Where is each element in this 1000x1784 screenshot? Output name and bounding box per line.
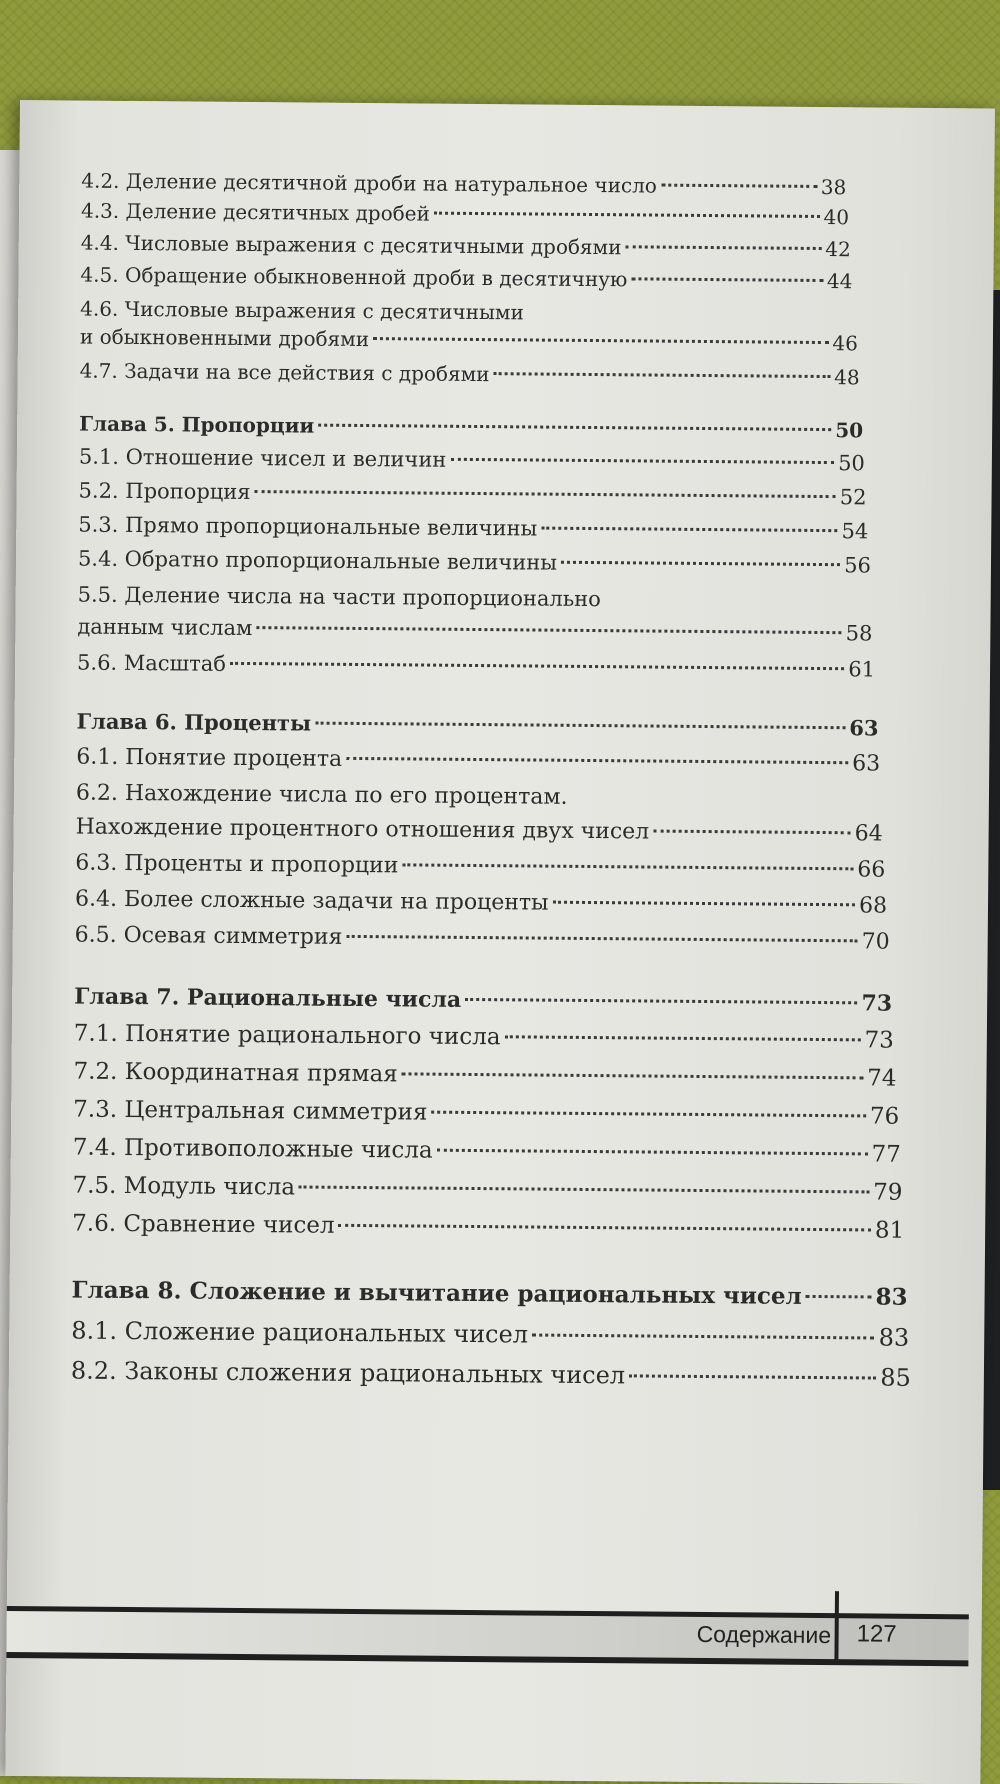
toc-entry-page: 73	[864, 1027, 894, 1054]
toc-entry-4-2	[81, 169, 846, 200]
toc-entry-label: 8.1. Сложение рациональных чисел	[71, 1316, 529, 1349]
leader-dots	[450, 458, 834, 464]
leader-dots	[532, 1334, 875, 1340]
table-of-contents	[70, 168, 981, 1392]
footer-separator	[834, 1591, 839, 1663]
toc-entry-page: 68	[858, 893, 888, 919]
toc-entry-5-4	[78, 547, 871, 578]
toc-entry-page: 56	[844, 553, 872, 578]
toc-entry-label: 5.3. Прямо пропорциональные величины	[78, 512, 538, 541]
toc-entry-page: 61	[848, 657, 876, 682]
toc-entry-page: 40	[823, 205, 850, 230]
toc-entry-6-4	[75, 887, 887, 919]
toc-entry-7-3	[73, 1097, 899, 1130]
toc-entry-label: 5.6. Масштаб	[76, 650, 227, 676]
leader-dots	[661, 184, 817, 188]
toc-entry-label: 4.3. Деление десятичных дробей	[80, 198, 430, 226]
toc-entry-7-5	[72, 1173, 902, 1206]
leader-dots	[561, 561, 840, 566]
toc-chapter-label: Глава 6. Проценты	[76, 708, 312, 736]
leader-dots	[315, 722, 845, 730]
leader-dots	[504, 1035, 860, 1041]
toc-entry-page: 83	[878, 1323, 910, 1352]
toc-entry-4-4	[81, 231, 851, 262]
toc-entry-page: 83	[875, 1283, 908, 1311]
leader-dots	[631, 277, 823, 282]
toc-chapter-label: Глава 7. Рациональные числа	[74, 983, 462, 1013]
toc-entry-label: 6.5. Осевая симметрия	[74, 922, 343, 950]
toc-entry-page: 38	[820, 174, 847, 200]
leader-dots	[346, 935, 857, 942]
toc-entry-label: 4.2. Деление десятичной дроби на натуральное число	[81, 168, 658, 198]
toc-entry-label: Нахождение процентного отношения двух чисел	[75, 814, 650, 845]
toc-entry-page: 73	[861, 990, 893, 1017]
toc-entry-label: 6.4. Более сложные задачи на проценты	[74, 886, 549, 916]
leader-dots	[541, 527, 837, 533]
toc-entry-page: 81	[874, 1217, 905, 1244]
toc-entry-5-2	[78, 479, 866, 510]
toc-entry-7-2	[73, 1059, 896, 1092]
toc-entry-label: 6.3. Проценты и пропорции	[75, 850, 399, 879]
toc-entry-page: 48	[834, 365, 860, 390]
toc-entry-7-6	[72, 1210, 904, 1243]
toc-entry-page: 79	[873, 1179, 903, 1206]
leader-dots	[437, 1149, 868, 1156]
toc-entry-6-3	[75, 851, 885, 883]
leader-dots	[402, 1072, 864, 1079]
toc-entry-page: 85	[880, 1363, 912, 1392]
toc-chapter-5	[79, 412, 863, 443]
toc-entry-page: 76	[869, 1103, 900, 1130]
leader-dots	[434, 212, 820, 218]
toc-entry-page: 52	[839, 485, 867, 510]
leader-dots	[806, 1295, 872, 1299]
toc-chapter-6	[76, 709, 878, 741]
toc-entry-5-6	[77, 651, 875, 682]
toc-entry-page: 42	[825, 237, 851, 262]
toc-entry-label: 5.2. Пропорция	[78, 478, 251, 505]
toc-entry-4-7	[80, 359, 860, 390]
toc-entry-label: 7.3. Центральная симметрия	[73, 1096, 428, 1126]
toc-entry-6-2-line1: 6.2. Нахождение числа по его процентам.	[75, 780, 568, 810]
toc-entry-label: 4.5. Обращение обыкновенной дроби в десятичную	[80, 262, 628, 292]
toc-chapter-7	[74, 984, 892, 1017]
toc-entry-label: 8.2. Законы сложения рациональных чисел	[70, 1356, 626, 1390]
toc-entry-8-2	[71, 1356, 911, 1391]
toc-entry-page: 63	[849, 715, 879, 741]
toc-entry-page: 50	[838, 451, 865, 476]
toc-entry-page: 74	[867, 1065, 897, 1092]
leader-dots	[625, 245, 821, 250]
toc-entry-label: 5.4. Обратно пропорциональные величины	[77, 546, 558, 575]
toc-entry-4-3	[81, 199, 849, 230]
toc-entry-4-6	[80, 325, 858, 356]
toc-entry-page: 58	[845, 621, 873, 646]
leader-dots	[653, 830, 850, 835]
toc-entry-label: и обыкновенными дробями	[79, 324, 370, 352]
toc-entry-5-5-line1: 5.5. Деление числа на части пропорционально	[77, 582, 601, 612]
toc-entry-6-2	[76, 815, 883, 847]
leader-dots	[402, 863, 853, 870]
toc-entry-6-1	[76, 745, 880, 777]
leader-dots	[318, 424, 831, 431]
toc-entry-label: 6.1. Понятие процента	[76, 744, 343, 772]
leader-dots	[339, 1224, 871, 1232]
toc-entry-page: 70	[861, 929, 890, 955]
toc-entry-label: 7.2. Координатная прямая	[73, 1058, 398, 1088]
toc-entry-page: 50	[835, 418, 864, 443]
leader-dots	[629, 1374, 876, 1379]
toc-entry-page: 54	[841, 519, 869, 544]
toc-entry-page: 63	[852, 751, 881, 777]
leader-dots	[230, 662, 844, 670]
toc-entry-4-5	[80, 263, 852, 294]
leader-dots	[346, 757, 848, 764]
leader-dots	[494, 372, 831, 378]
toc-entry-6-5	[75, 923, 890, 955]
leader-dots	[299, 1185, 869, 1193]
toc-chapter-label: Глава 8. Сложение и вычитание рациональных чисел	[71, 1276, 802, 1310]
toc-entry-page: 46	[832, 331, 859, 356]
toc-entry-page: 64	[854, 821, 883, 847]
toc-entry-label: 7.6. Сравнение чисел	[72, 1210, 335, 1239]
toc-entry-label: 7.5. Модуль числа	[72, 1172, 296, 1201]
leader-dots	[431, 1111, 865, 1118]
toc-entry-4-6-line1: 4.6. Числовые выражения с десятичными	[80, 296, 524, 325]
toc-entry-label: 4.7. Задачи на все действия с дробями	[79, 358, 490, 387]
leader-dots	[255, 490, 836, 498]
footer-page-number: 127	[856, 1620, 897, 1648]
leader-dots	[373, 337, 828, 344]
book-page	[5, 100, 995, 1784]
toc-entry-page: 77	[871, 1141, 901, 1168]
leader-dots	[256, 626, 841, 634]
toc-entry-5-3	[78, 513, 868, 544]
toc-entry-page: 66	[857, 857, 886, 883]
toc-entry-8-1	[71, 1316, 909, 1351]
toc-entry-5-1	[79, 445, 865, 476]
toc-entry-7-4	[73, 1135, 901, 1168]
toc-entry-page: 44	[826, 269, 853, 294]
toc-chapter-label: Глава 5. Пропорции	[79, 411, 315, 438]
footer-section-title: Содержание	[696, 1620, 832, 1649]
toc-entry-label: 7.1. Понятие рационального числа	[73, 1020, 501, 1051]
toc-entry-label: 5.1. Отношение чисел и величин	[78, 444, 447, 472]
toc-chapter-8	[71, 1276, 907, 1310]
leader-dots	[553, 901, 855, 907]
toc-entry-label: 7.4. Противоположные числа	[72, 1134, 433, 1164]
toc-entry-7-1	[74, 1021, 894, 1054]
toc-entry-label: 4.4. Числовые выражения с десятичными дробями	[80, 230, 622, 260]
leader-dots	[465, 998, 857, 1004]
toc-entry-label: данным числам	[77, 614, 253, 641]
toc-entry-5-5	[77, 615, 872, 646]
